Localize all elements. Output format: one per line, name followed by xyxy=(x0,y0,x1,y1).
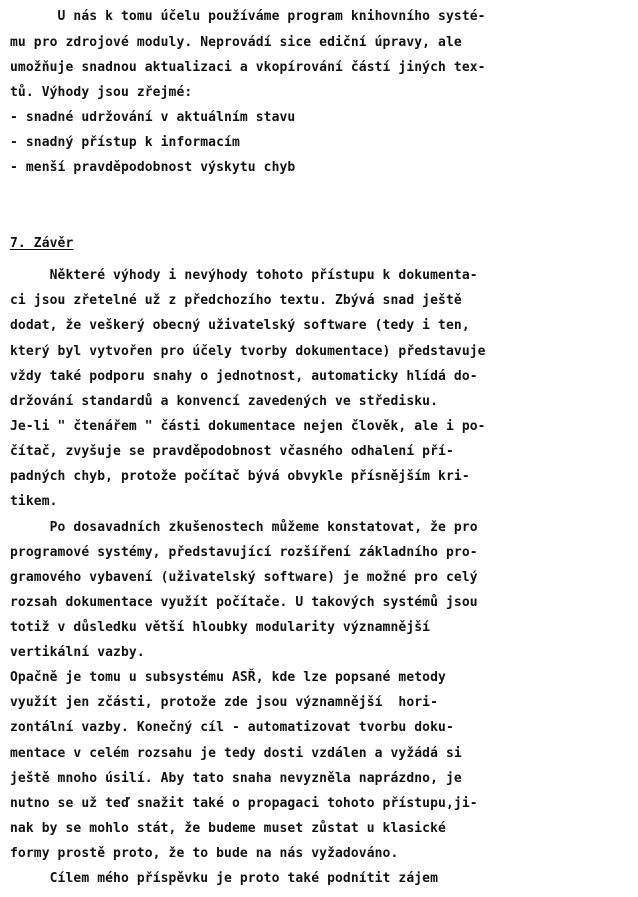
paragraph-line: držování standardů a konvencí zavedených ve středisku. xyxy=(10,394,439,409)
paragraph-line: Cílem mého příspěvku je proto také podnítit zájem xyxy=(10,871,439,886)
paragraph-line: ci jsou zřetelné už z předchozího textu. Zbývá snad ještě xyxy=(10,293,462,308)
paragraph-line: rozsah dokumentace využít počítače. U takových systémů jsou xyxy=(10,595,478,610)
paragraph-line: mu pro zdrojové moduly. Neprovádí sice ediční úpravy, ale xyxy=(10,35,462,50)
paragraph-line: Opačně je tomu u subsystému ASŘ, kde lze popsané metody xyxy=(10,670,446,685)
paragraph-line: formy prostě proto, že to bude na nás vyžadováno. xyxy=(10,846,399,861)
section-heading: 7. Závěr xyxy=(10,236,74,251)
paragraph-line: nak by se mohlo stát, že budeme muset zůstat u klasické xyxy=(10,821,446,836)
list-item: - snadný přístup k informacím xyxy=(10,135,240,150)
paragraph-line: vždy také podporu snahy o jednotnost, automaticky hlídá do- xyxy=(10,369,478,384)
paragraph-line: U nás k tomu účelu používáme program knihovního systé- xyxy=(10,9,486,24)
paragraph-line: Je-li " čtenářem " části dokumentace nejen člověk, ale i po- xyxy=(10,419,486,434)
paragraph-line: ještě mnoho úsilí. Aby tato snaha nevyzněla naprázdno, je xyxy=(10,771,462,786)
paragraph-line: nutno se už teď snažit také o propagaci tohoto přístupu,ji- xyxy=(10,796,478,811)
paragraph-line: čítač, zvyšuje se pravděpodobnost včasného odhalení pří- xyxy=(10,444,454,459)
paragraph-line: tů. Výhody jsou zřejmé: xyxy=(10,85,193,100)
paragraph-line: Po dosavadních zkušenostech můžeme konstatovat, že pro xyxy=(10,520,478,535)
paragraph-line: gramového vybavení (uživatelský software) je možné pro celý xyxy=(10,570,478,585)
paragraph-line: mentace v celém rozsahu je tedy dosti vzdálen a vyžádá si xyxy=(10,746,462,761)
list-item: - snadné udržování v aktuálním stavu xyxy=(10,110,296,125)
paragraph-line: využít jen zčásti, protože zde jsou významnější hori- xyxy=(10,695,439,710)
paragraph-line: umožňuje snadnou aktualizaci a vkopírování částí jiných tex- xyxy=(10,60,486,75)
paragraph-line: dodat, že veškerý obecný uživatelský software (tedy i ten, xyxy=(10,318,470,333)
paragraph-line: totiž v důsledku větší hloubky modularity významnější xyxy=(10,620,431,635)
list-item: - menší pravděpodobnost výskytu chyb xyxy=(10,160,296,175)
paragraph-line: zontální vazby. Konečný cíl - automatizovat tvorbu doku- xyxy=(10,720,454,735)
paragraph-line: Některé výhody i nevýhody tohoto přístupu k dokumenta- xyxy=(10,268,478,283)
paragraph-line: vertikální vazby. xyxy=(10,645,145,660)
paragraph-line: který byl vytvořen pro účely tvorby dokumentace) představuje xyxy=(10,344,486,359)
paragraph-line: padných chyb, protože počítač bývá obvykle přísnějším kri- xyxy=(10,469,470,484)
paragraph-line: programové systémy, představující rozšíření základního pro- xyxy=(10,545,478,560)
paragraph-line: tikem. xyxy=(10,494,58,509)
